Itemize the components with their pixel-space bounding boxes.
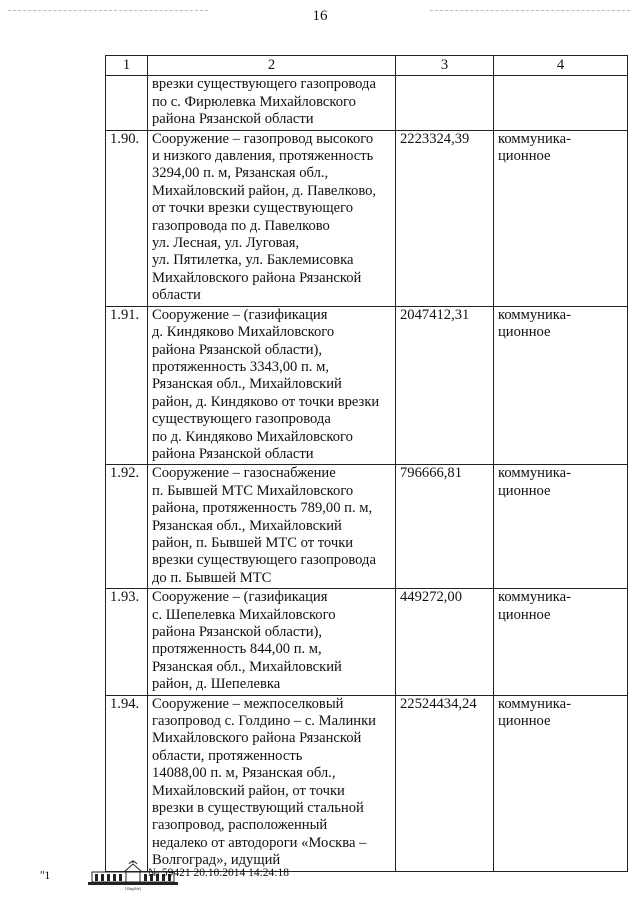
row-category: коммуника- ционное (494, 130, 628, 306)
row-number: 1.90. (106, 130, 148, 306)
row-category: коммуника- ционное (494, 306, 628, 465)
row-description: Сооружение – газопровод высокого и низкого давления, протяженность 3294,00 п. м, Рязанская обл., Михайловский район, д. Павелково, от точки врезки существующего газопровода по д. Павелково ул. Лесная, ул. Луговая, ул. Пятилетка, ул. Баклемисовка Михайловского района Рязанской области (148, 130, 396, 306)
row-value: 2047412,31 (396, 306, 494, 465)
row-number: 1.91. (106, 306, 148, 465)
table-header-row (106, 56, 628, 76)
stamp-caption: [illegible] (125, 886, 141, 891)
table-row (106, 589, 628, 695)
page-number: 16 (312, 8, 328, 24)
table-row (106, 465, 628, 589)
table-row (106, 306, 628, 465)
row-category (494, 76, 628, 130)
row-value: 796666,81 (396, 465, 494, 589)
row-category: коммуника- ционное (494, 465, 628, 589)
document-footer (40, 860, 340, 892)
property-table (105, 55, 628, 872)
registration-number: № 59421 20.10.2014 14:24:18 (148, 867, 289, 879)
row-number: 1.92. (106, 465, 148, 589)
margin-mark: ʺ1 (40, 868, 51, 882)
row-number (106, 76, 148, 130)
row-category: коммуника- ционное (494, 589, 628, 695)
table-row (106, 76, 628, 130)
column-header: 2 (148, 56, 396, 76)
row-value: 22524434,24 (396, 695, 494, 871)
row-number: 1.93. (106, 589, 148, 695)
row-category: коммуника- ционное (494, 695, 628, 871)
row-description: Сооружение – (газификация с. Шепелевка Михайловского района Рязанской области), протяженность 844,00 п. м, Рязанская обл., Михайловский район, д. Шепелевка (148, 589, 396, 695)
row-value (396, 76, 494, 130)
row-value: 2223324,39 (396, 130, 494, 306)
table-row (106, 130, 628, 306)
row-value: 449272,00 (396, 589, 494, 695)
column-header: 1 (106, 56, 148, 76)
row-description: Сооружение – газоснабжение п. Бывшей МТС Михайловского района, протяженность 789,00 п. м, Рязанская обл., Михайловский район, п. Бывшей МТС от точки врезки существующего газопровода до п. Бывшей МТС (148, 465, 396, 589)
table-row (106, 695, 628, 871)
column-header: 3 (396, 56, 494, 76)
row-number: 1.94. (106, 695, 148, 871)
row-description: Сооружение – межпоселковый газопровод с. Голдино – с. Малинки Михайловского района Рязанской области, протяженность 14088,00 п. м, Рязанская обл., Михайловский район, от точки врезки в существующий стальной газопровод, расположенный недалеко от автодороги «Москва – Волгоград», идущий (148, 695, 396, 871)
row-description: Сооружение – (газификация д. Киндяково Михайловского района Рязанской области), протяженность 3343,00 п. м, Рязанская обл., Михайловский район, д. Киндяково от точки врезки существующего газопровода по д. Киндяково Михайловского района Рязанской области (148, 306, 396, 465)
row-description: врезки существующего газопровода по с. Фирюлевка Михайловского района Рязанской области (148, 76, 396, 130)
column-header: 4 (494, 56, 628, 76)
